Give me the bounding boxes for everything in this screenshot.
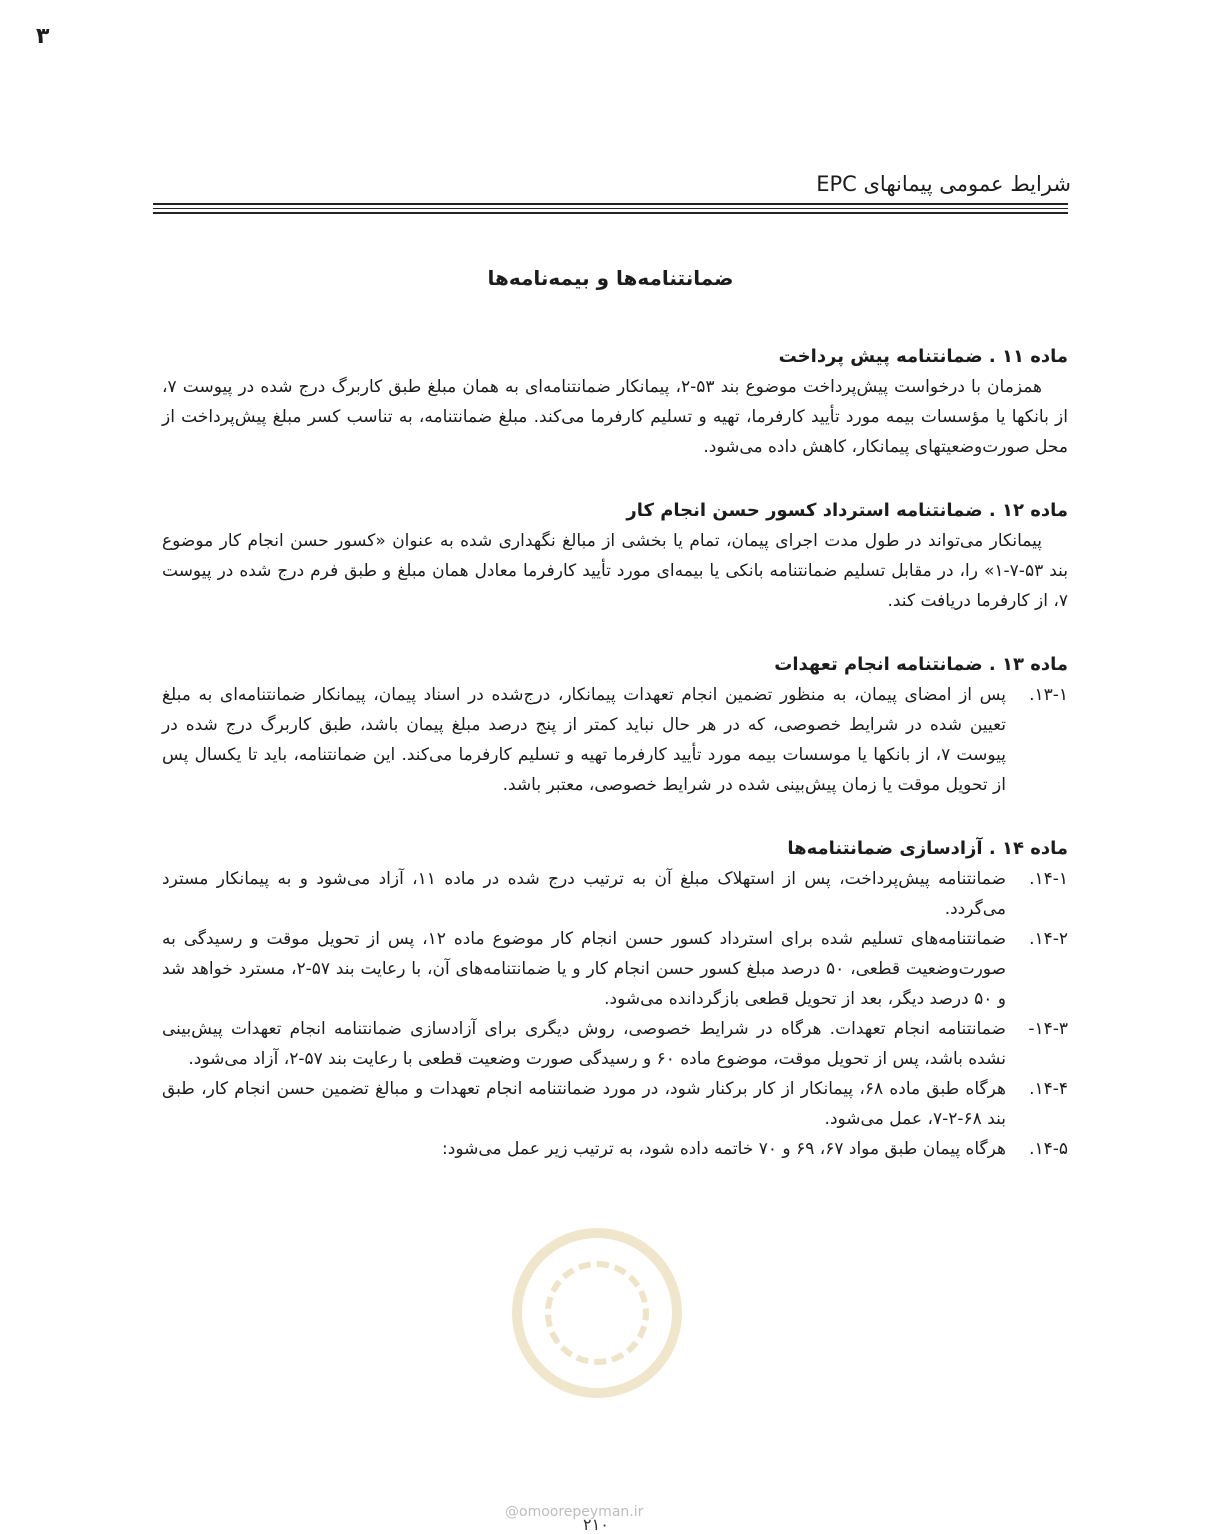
running-header: شرایط عمومی پیمانهای EPC <box>816 172 1071 196</box>
article-12 <box>162 496 1068 616</box>
clause-14-5 <box>162 1134 1068 1164</box>
page-body <box>162 342 1068 1198</box>
watermark-stamp-icon <box>512 1228 682 1398</box>
clause-14-1 <box>162 864 1068 924</box>
clause-number: ۱۴-۴. <box>1029 1079 1068 1099</box>
clause-number: ۱۴-۱. <box>1029 869 1068 889</box>
article-paragraph: پیمانکار می‌تواند در طول مدت اجرای پیمان، تمام یا بخشی از مبالغ نگهداری شده به عنوان «کسور حسن انجام کار موضوع بند ۵۳-۷-۱» را، در مقابل تسلیم ضمانتنامه بانکی یا بیمه‌ای مورد تأیید کارفرما معادل همان مبلغ و طبق فرم درج شده در پیوست ۷، از کارفرما دریافت کند. <box>162 531 1068 611</box>
article-13 <box>162 650 1068 800</box>
clause-text: پس از امضای پیمان، به منظور تضمین انجام تعهدات پیمانکار، درج‌شده در اسناد پیمان، پیمانکار ضمانتنامه‌ای به مبلغ تعیین شده در شرایط خصوصی، که در هر حال نباید کمتر از پنج درصد مبلغ پیمان باشد، طبق کاربرگ درج شده در پیوست ۷، از بانکها یا موسسات بیمه مورد تأیید کارفرما تهیه و تسلیم کارفرما می‌کند. این ضمانتنامه، باید تا یکسال پس از تحویل موقت یا زمان پیش‌بینی شده در شرایط خصوصی، معتبر باشد. <box>162 685 1007 795</box>
clause-14-2 <box>162 924 1068 1014</box>
page-number: ۳ <box>36 24 50 49</box>
article-11 <box>162 342 1068 462</box>
clause-text: ضمانتنامه پیش‌پرداخت، پس از استهلاک مبلغ آن به ترتیب درج شده در ماده ۱۱، آزاد می‌شود و به پیمانکار مسترد می‌گردد. <box>162 869 1007 919</box>
article-heading: ماده ۱۴ . آزادسازی ضمانتنامه‌ها <box>787 838 1068 859</box>
clause-13-1 <box>162 680 1068 800</box>
clause-14-3 <box>162 1014 1068 1074</box>
footer-page-number: ۲۱۰ <box>583 1515 609 1534</box>
article-heading: ماده ۱۲ . ضمانتنامه استرداد کسور حسن انجام کار <box>626 500 1068 521</box>
clause-text: هرگاه طبق ماده ۶۸، پیمانکار از کار برکنار شود، در مورد ضمانتنامه انجام تعهدات و مبالغ تضمین حسن انجام کار، طبق بند ۶۸-۲-۷، عمل می‌شود. <box>162 1079 1006 1129</box>
header-rule <box>153 203 1068 217</box>
clause-14-4 <box>162 1074 1068 1134</box>
section-title: ضمانتنامه‌ها و بیمه‌نامه‌ها <box>487 266 734 290</box>
article-heading: ماده ۱۱ . ضمانتنامه پیش پرداخت <box>778 346 1068 367</box>
clause-number: ۱۴-۵. <box>1029 1139 1068 1159</box>
clause-text: هرگاه پیمان طبق مواد ۶۷، ۶۹ و ۷۰ خاتمه داده شود، به ترتیب زیر عمل می‌شود: <box>442 1139 1006 1159</box>
article-paragraph: همزمان با درخواست پیش‌پرداخت موضوع بند ۵۳-۲، پیمانکار ضمانتنامه‌ای به همان مبلغ طبق کاربرگ درج شده در پیوست ۷، از بانکها یا مؤسسات بیمه مورد تأیید کارفرما، تهیه و تسلیم کارفرما می‌کند. مبلغ ضمانتنامه، به تناسب کسر مبلغ پیش‌پرداخت از محل صورت‌وضعیتهای پیمانکار، کاهش داده می‌شود. <box>162 377 1068 457</box>
clause-number: ۱۴-۳- <box>1028 1019 1068 1039</box>
clause-number: ۱۴-۲. <box>1029 929 1068 949</box>
watermark-text: @omoorepeyman.ir <box>505 1504 644 1520</box>
clause-number: ۱۳-۱. <box>1029 685 1068 705</box>
article-heading: ماده ۱۳ . ضمانتنامه انجام تعهدات <box>774 654 1068 675</box>
clause-text: ضمانتنامه انجام تعهدات. هرگاه در شرایط خصوصی، روش دیگری برای آزادسازی ضمانتنامه انجام تعهدات پیش‌بینی نشده باشد، پس از تحویل موقت، موضوع ماده ۶۰ و رسیدگی صورت وضعیت قطعی با رعایت بند ۵۷-۲، آزاد می‌شود. <box>162 1019 1006 1069</box>
clause-text: ضمانتنامه‌های تسلیم شده برای استرداد کسور حسن انجام کار موضوع ماده ۱۲، پس از تحویل موقت و رسیدگی به صورت‌وضعیت قطعی، ۵۰ درصد مبلغ کسور حسن انجام کار و یا ضمانتنامه‌های آن، با رعایت بند ۵۷-۲، مسترد خواهد شد و ۵۰ درصد دیگر، بعد از تحویل قطعی بازگردانده می‌شود. <box>162 929 1007 1009</box>
article-14 <box>162 834 1068 1164</box>
